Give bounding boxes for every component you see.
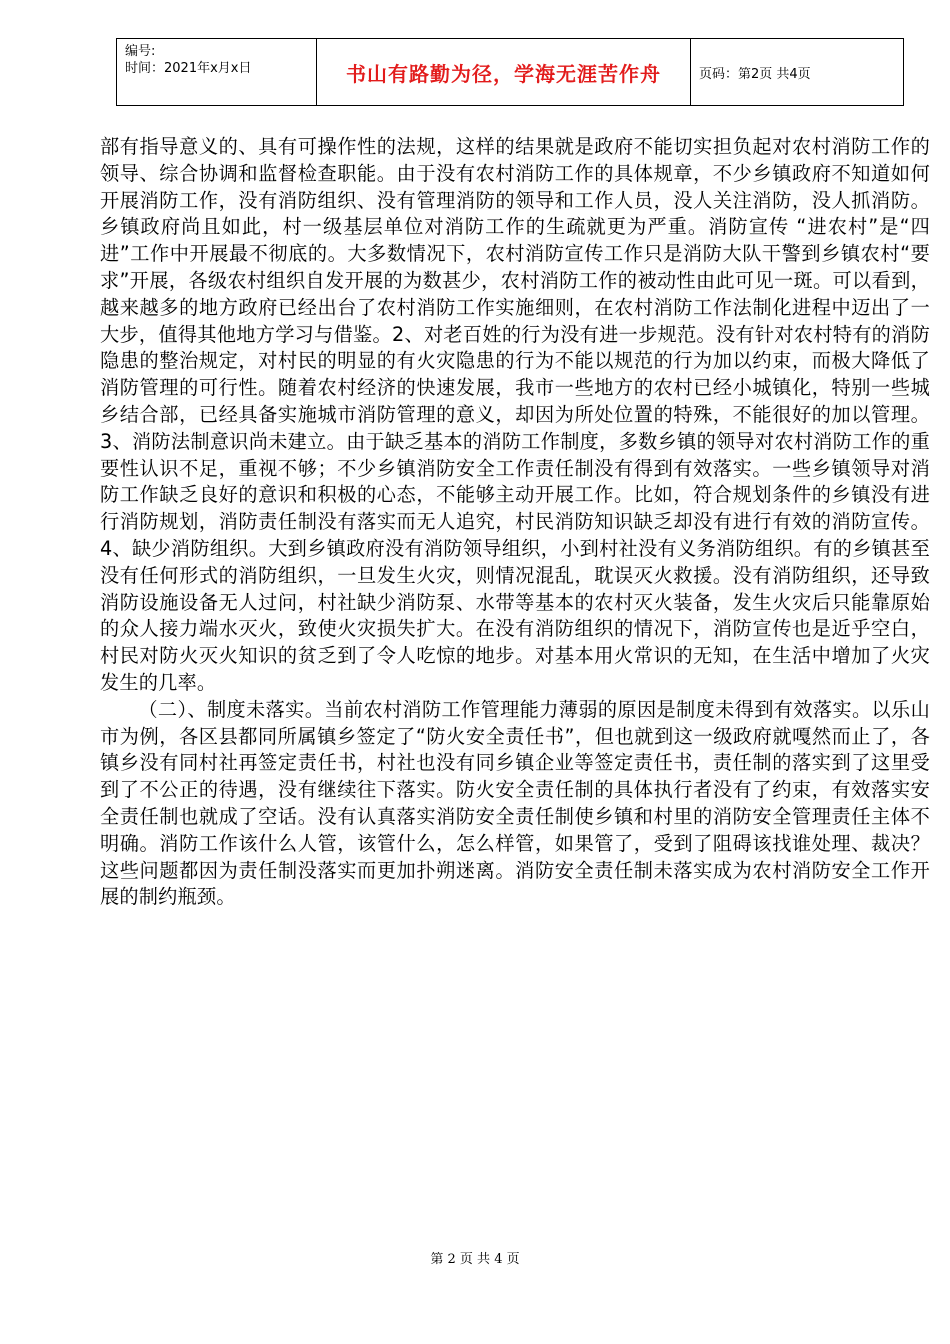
page-header <box>116 38 904 106</box>
header-motto-cell <box>317 39 691 105</box>
header-motto: 书山有路勤为径，学海无涯苦作舟 <box>346 61 661 86</box>
header-meta-cell <box>117 39 317 105</box>
document-time-label: 时间：2021年x月x日 <box>125 61 252 76</box>
document-body <box>100 134 930 911</box>
document-number-label: 编号: <box>125 44 156 59</box>
body-paragraph: 部有指导意义的、具有可操作性的法规，这样的结果就是政府不能切实担负起对农村消防工作的领导、综合协调和监督检查职能。由于没有农村消防工作的具体规章，不少乡镇政府不知道如何开展消防工作，没有消防组织、没有管理消防的领导和工作人员，没人关注消防，没人抓消防。乡镇政府尚且如此，村一级基层单位对消防工作的生疏就更为严重。消防宣传 “进农村”是“四进”工作中开展最不彻底的。大多数情况下，农村消防宣传工作只是消防大队干警到乡镇农村“要求”开展，各级农村组织自发开展的为数甚少，农村消防工作的被动性由此可见一斑。可以看到，越来越多的地方政府已经出台了农村消防工作实施细则，在农村消防工作法制化进程中迈出了一大步，值得其他地方学习与借鉴。2、对老百姓的行为没有进一步规范。没有针对农村特有的消防隐患的整治规定，对村民的明显的有火灾隐患的行为不能以规范的行为加以约束，而极大降低了消防管理的可行性。随着农村经济的快速发展，我市一些地方的农村已经小城镇化，特别一些城乡结合部，已经具备实施城市消防管理的意义，却因为所处位置的特殊，不能很好的加以管理。3、消防法制意识尚未建立。由于缺乏基本的消防工作制度，多数乡镇的领导对农村消防工作的重要性认识不足，重视不够；不少乡镇消防安全工作责任制没有得到有效落实。一些乡镇领导对消防工作缺乏良好的意识和积极的心态，不能够主动开展工作。比如，符合规划条件的乡镇没有进行消防规划，消防责任制没有落实而无人追究，村民消防知识缺乏却没有进行有效的消防宣传。4、缺少消防组织。大到乡镇政府没有消防领导组织，小到村社没有义务消防组织。有的乡镇甚至没有任何形式的消防组织，一旦发生火灾，则情况混乱，耽误灭火救援。没有消防组织，还导致消防设施设备无人过问，村社缺少消防泵、水带等基本的农村灭火装备，发生火灾后只能靠原始的众人接力端水灭火，致使火灾损失扩大。在没有消防组织的情况下，消防宣传也是近乎空白，村民对防火灭火知识的贫乏到了令人吃惊的地步。对基本用火常识的无知，在生活中增加了火灾发生的几率。 <box>100 135 930 694</box>
page-footer: 第 2 页 共 4 页 <box>430 1252 520 1267</box>
header-page-cell <box>691 39 903 105</box>
body-paragraph: （二）、制度未落实。当前农村消防工作管理能力薄弱的原因是制度未得到有效落实。以乐山市为例，各区县都同所属镇乡签定了“防火安全责任书”，但也就到这一级政府就嘎然而止了，各镇乡没有同村社再签定责任书，村社也没有同乡镇企业等签定责任书，责任制的落实到了这里受到了不公正的待遇，没有继续往下落实。防火安全责任制的具体执行者没有了约束，有效落实安全责任制也就成了空话。没有认真落实消防安全责任制使乡镇和村里的消防安全管理责任主体不明确。消防工作该什么人管，该管什么，怎么样管，如果管了，受到了阻碍该找谁处理、裁决？这些问题都因为责任制没落实而更加扑朔迷离。消防安全责任制未落实成为农村消防安全工作开展的制约瓶颈。 <box>100 697 930 909</box>
header-page-label: 页码：第2页 共4页 <box>699 66 811 82</box>
